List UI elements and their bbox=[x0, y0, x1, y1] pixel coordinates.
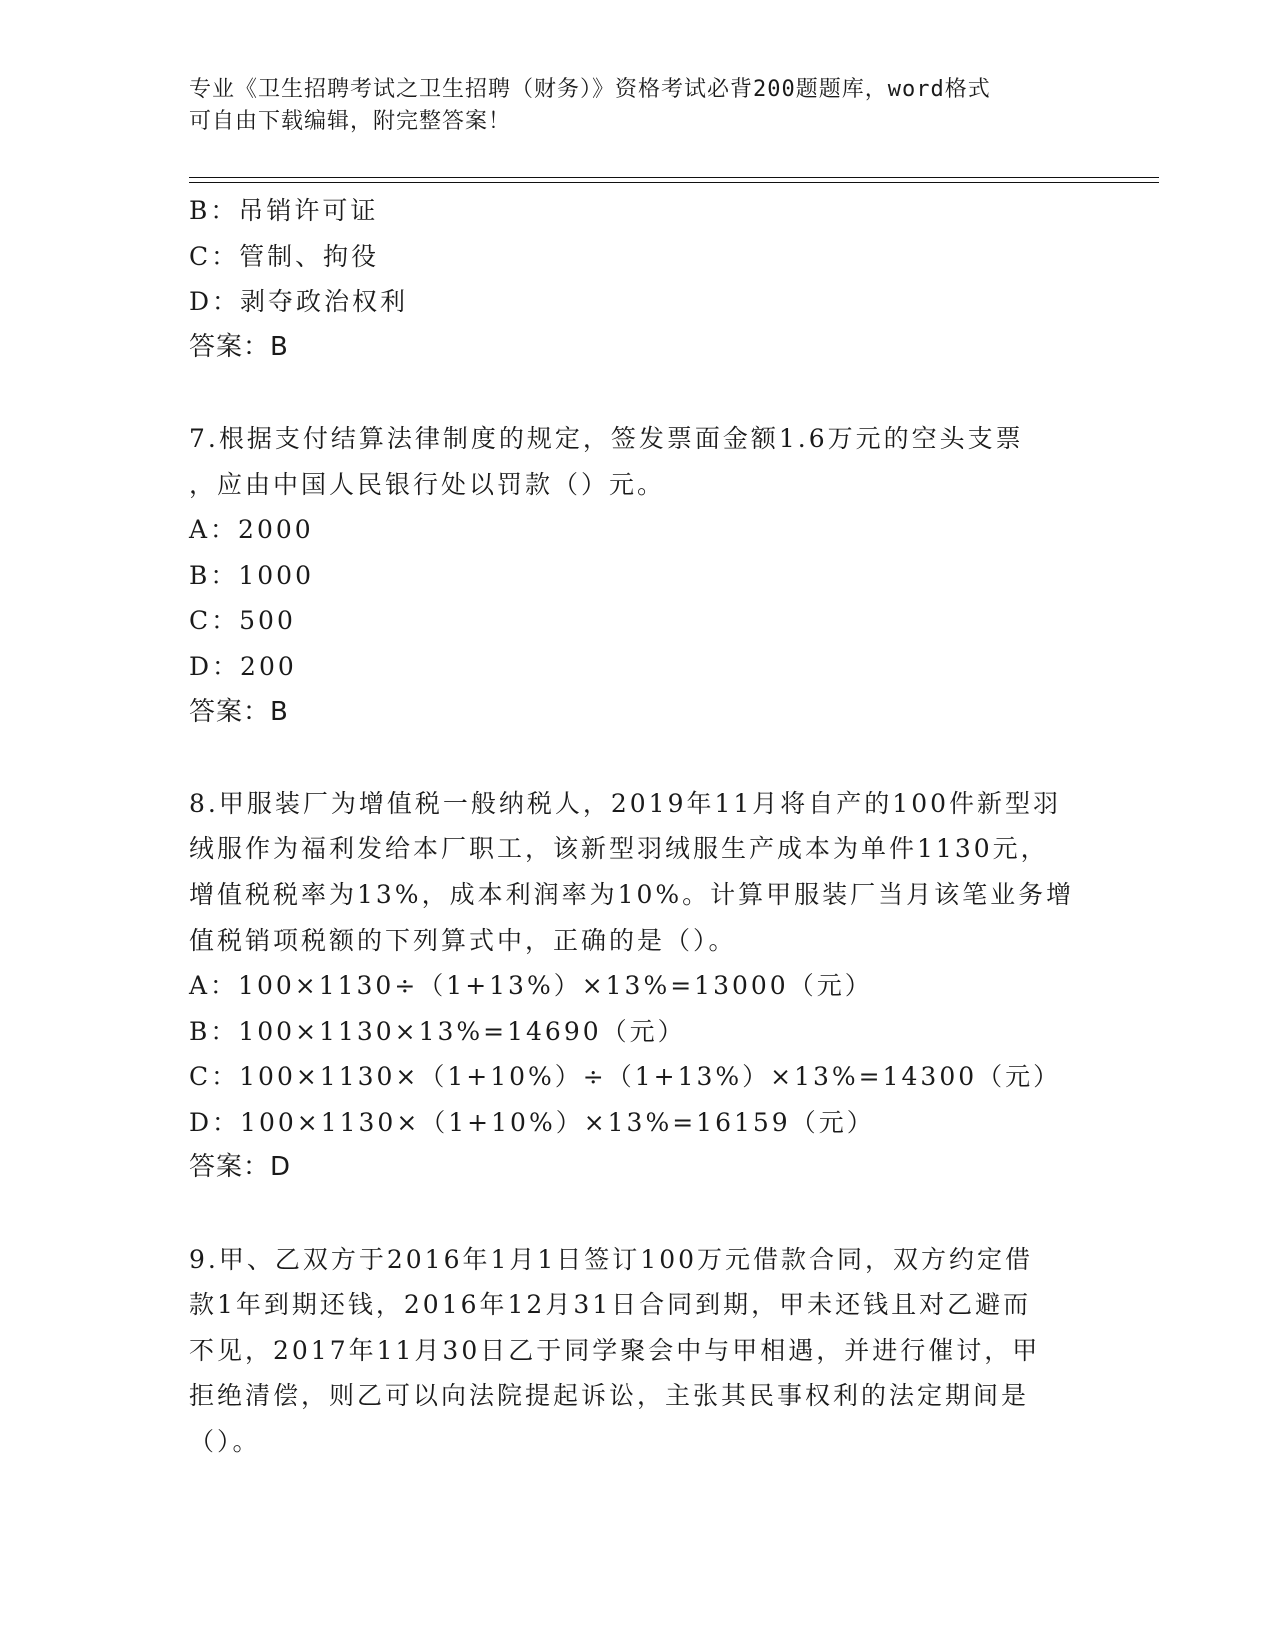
answer: 答案：B bbox=[189, 696, 289, 727]
option-c: C：500 bbox=[189, 606, 296, 636]
question-9 bbox=[189, 1237, 1089, 1465]
option-b: B：吊销许可证 bbox=[189, 196, 379, 225]
question-stem: 8.甲服装厂为增值税一般纳税人，2019年11月将自产的100件新型羽 bbox=[189, 788, 1062, 818]
header-title-line-2: 可自由下载编辑，附完整答案！ bbox=[189, 109, 512, 134]
option-c: C：管制、拘役 bbox=[189, 241, 380, 271]
question-stem: （）。 bbox=[189, 1427, 261, 1457]
question-stem: 不见，2017年11月30日乙于同学聚会中与甲相遇，并进行催讨，甲 bbox=[189, 1335, 1041, 1365]
question-6-tail bbox=[189, 188, 1089, 370]
question-stem: 9.甲、乙双方于2016年1月1日签订100万元借款合同，双方约定借 bbox=[189, 1244, 1034, 1274]
answer: 答案：D bbox=[189, 1152, 292, 1183]
question-8 bbox=[189, 781, 1089, 1191]
spacer bbox=[189, 370, 1089, 416]
question-stem: ，应由中国人民银行处以罚款（）元。 bbox=[189, 469, 666, 499]
question-stem: 增值税税率为13%，成本利润率为10%。计算甲服装厂当月该笔业务增 bbox=[189, 879, 1075, 909]
question-stem: 拒绝清偿，则乙可以向法院提起诉讼，主张其民事权利的法定期间是 bbox=[189, 1381, 1030, 1411]
question-stem: 值税销项税额的下列算式中，正确的是（）。 bbox=[189, 925, 737, 955]
option-a: A：2000 bbox=[189, 515, 314, 545]
option-d: D：100×1130×（1+10%）×13%=16159（元） bbox=[189, 1107, 875, 1137]
question-stem: 绒服作为福利发给本厂职工，该新型羽绒服生产成本为单件1130元， bbox=[189, 834, 1049, 864]
question-stem: 7.根据支付结算法律制度的规定，签发票面金额1.6万元的空头支票 bbox=[189, 423, 1024, 453]
header-title-line-1: 专业《卫生招聘考试之卫生招聘（财务）》资格考试必背200题题库，word格式 bbox=[189, 77, 991, 102]
question-7 bbox=[189, 416, 1089, 735]
option-b: B：1000 bbox=[189, 560, 314, 590]
question-list bbox=[189, 188, 1089, 1465]
header-divider-bottom bbox=[189, 182, 1159, 183]
page-header bbox=[189, 74, 1089, 138]
option-c: C：100×1130×（1+10%）÷（1+13%）×13%=14300（元） bbox=[189, 1062, 1062, 1092]
option-b: B：100×1130×13%=14690（元） bbox=[189, 1016, 686, 1046]
spacer bbox=[189, 735, 1089, 781]
option-d: D：200 bbox=[189, 651, 297, 681]
question-stem: 款1年到期还钱，2016年12月31日合同到期，甲未还钱且对乙避而 bbox=[189, 1290, 1032, 1320]
header-divider-top bbox=[189, 177, 1159, 178]
spacer bbox=[189, 1191, 1089, 1237]
option-a: A：100×1130÷（1+13%）×13%=13000（元） bbox=[189, 971, 873, 1001]
option-d: D：剥夺政治权利 bbox=[189, 287, 409, 317]
answer: 答案：B bbox=[189, 331, 289, 362]
